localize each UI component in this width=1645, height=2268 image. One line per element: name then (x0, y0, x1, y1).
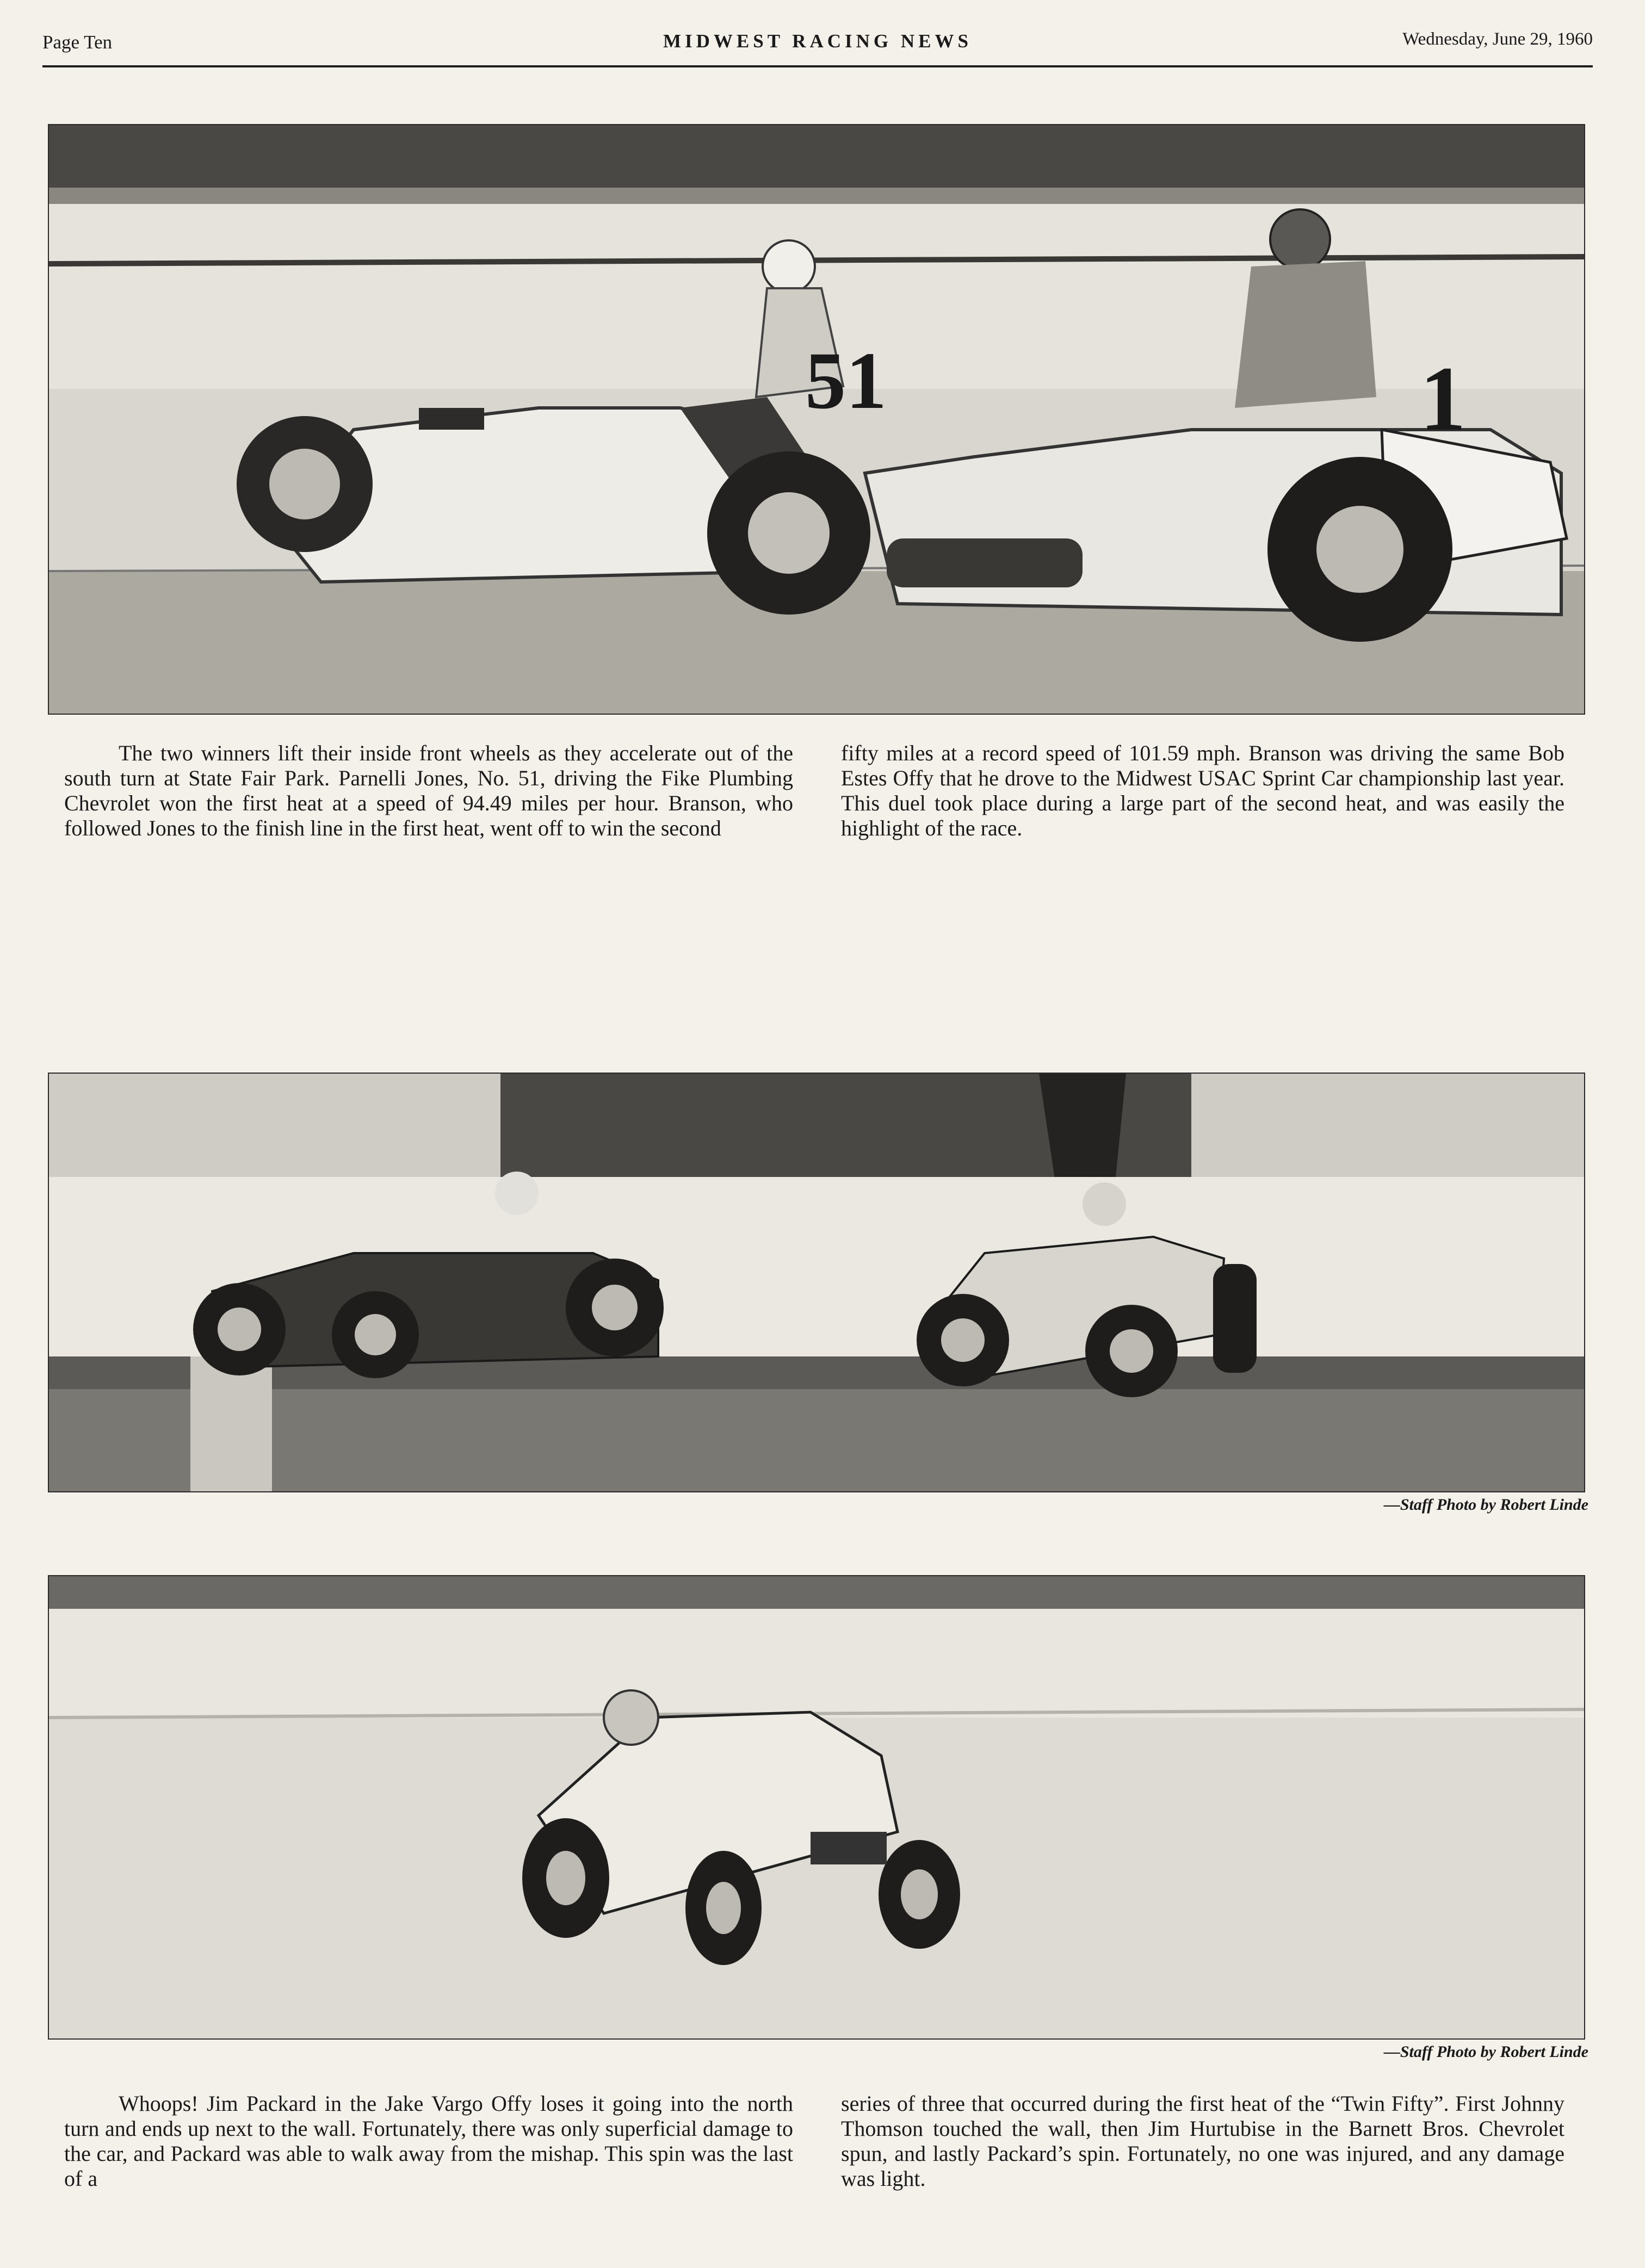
caption-1-column-2: fifty miles at a record speed of 101.59 mph. Branson was driving the same Bob Estes Offy that he drove to the Midwest USAC Sprint Car championship last year. This duel took place during a large part of the second heat, and was easily the highlight of the race. (841, 741, 1564, 840)
caption-1-column-1: The two winners lift their inside front wheels as they accelerate out of the south turn at State Fair Park. Parnelli Jones, No. 51, driving the Fike Plumbing Chevrolet won the first heat at a speed of 94.49 miles per hour. Branson, who followed Jones to the finish line in the first heat, went off to win the second (64, 741, 793, 840)
photo-spinning-car (48, 1575, 1585, 2040)
issue-date: Wednesday, June 29, 1960 (1402, 29, 1593, 49)
caption-3-column-1: Whoops! Jim Packard in the Jake Vargo Offy loses it going into the north turn and ends up next to the wall. Fortunately, there was only superficial damage to the car, and Packard was able to walk away from the mishap. This spin was the last of a (64, 2091, 793, 2191)
car-number-1: 1 (1420, 348, 1466, 450)
photo-sprint-cars-51-and-1 (48, 124, 1585, 715)
masthead (42, 27, 1593, 67)
photo-3-credit: —Staff Photo by Robert Linde (1383, 2043, 1588, 2061)
car-number-51: 51 (805, 336, 887, 426)
photo-two-cars-along-wall (48, 1073, 1585, 1492)
page-number: Page Ten (42, 32, 113, 53)
photo-2-credit: —Staff Photo by Robert Linde (1383, 1496, 1588, 1514)
publication-title: MIDWEST RACING NEWS (663, 30, 972, 52)
caption-3-column-2: series of three that occurred during the first heat of the “Twin Fifty”. First Johnny Thomson touched the wall, then Jim Hurtubise in the Barnett Bros. Chevrolet spun, and lastly Packard’s spin. Fortunately, no one was injured, and any damage was light. (841, 2091, 1564, 2191)
